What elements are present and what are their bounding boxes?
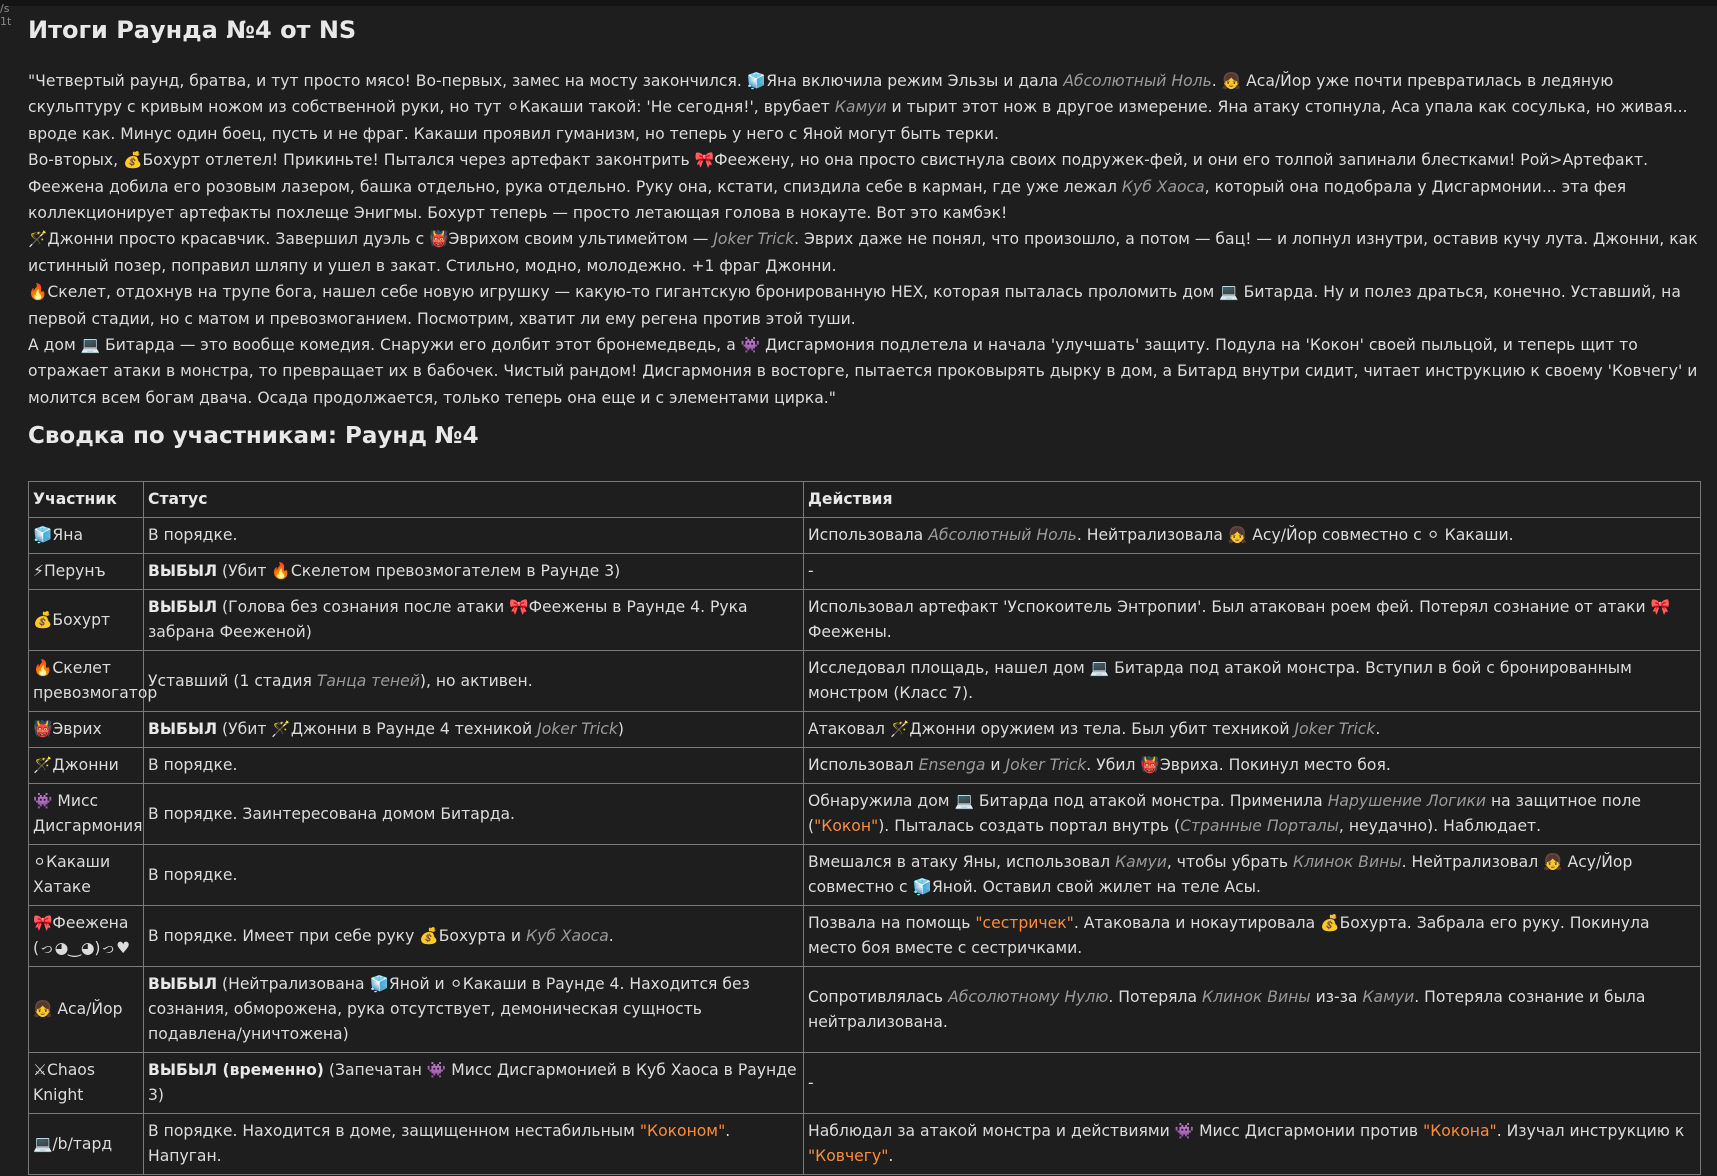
text-segment: 🪄 [271, 720, 291, 739]
text-segment: 🎀 [33, 914, 53, 933]
text-segment: 🔥 [28, 283, 48, 302]
summary-title: Сводка по участникам: Раунд №4 [28, 423, 479, 450]
text-segment: 👧 [1227, 526, 1248, 545]
text-segment: 💻 [1089, 659, 1110, 678]
text-segment: ⚪ [33, 853, 47, 872]
text-segment: 🪄 [28, 230, 48, 249]
text-segment: 🔥 [33, 659, 53, 678]
text-segment: В порядке. [148, 526, 238, 545]
actions-cell [804, 906, 1701, 967]
text-segment: ). Пыталась создать портал внутрь ( [878, 817, 1181, 836]
text-segment: ⚪ [449, 975, 463, 994]
text-segment: Яной. Оставил свой жилет на теле Асы. [931, 878, 1261, 897]
italic-term: Нарушение Логики [1327, 792, 1487, 811]
text-segment: Вмешался в атаку Яны, использовал [808, 853, 1116, 872]
table-row [29, 1114, 1701, 1175]
highlight-term: "Ковчегу" [808, 1147, 889, 1166]
text-segment: Использовал артефакт 'Успокоитель Энтропии'. Был атакован роем фей. Потерял сознание от атаки [808, 598, 1651, 617]
text-segment: Скелет превозмогатор [33, 659, 158, 703]
text-segment: 👾 [426, 1061, 447, 1080]
participant-cell [29, 1053, 144, 1114]
text-segment: Феежену, но она просто свистнула своих подружек-фей, и они его толпой запинали блестками! Рой>Артефакт. Феежена добила его розовым лазером, башка отдельно, рука отдельно. Руку она, кстати, спиздила себе в карман, где уже лежал [28, 151, 1649, 196]
text-segment: В порядке. [148, 865, 238, 884]
text-segment: 🧊 [746, 72, 767, 90]
text-segment: 🪄 [889, 720, 910, 739]
text-segment: Chaos Knight [33, 1061, 95, 1105]
italic-term: Куб Хаоса [526, 926, 609, 945]
italic-term: Абсолютный Ноль [1063, 72, 1212, 90]
actions-cell [804, 1053, 1701, 1114]
text-segment: Скелетом превозмогателем в Раунде 3) [290, 562, 621, 581]
actions-cell [804, 1114, 1701, 1175]
text-segment: 💰 [1320, 914, 1340, 933]
italic-term: Joker Trick [537, 720, 618, 739]
status-label: ВЫБЫЛ [148, 720, 218, 739]
status-cell [144, 845, 804, 906]
participant-cell [29, 651, 158, 712]
text-segment: (Голова без сознания после атаки [217, 598, 510, 617]
line-gutter [0, 2, 20, 28]
table-row [29, 906, 1701, 967]
text-segment: . Атаковала и нокаутировала [1073, 914, 1321, 933]
participant-cell [29, 784, 144, 845]
italic-term: Клинок Вины [1293, 853, 1402, 872]
text-segment: Асу/Йор совместно с [1247, 526, 1427, 545]
text-segment: 👾 [33, 792, 53, 811]
text-segment: ) [617, 720, 624, 739]
italic-term: Joker Trick [1294, 720, 1376, 739]
actions-cell [804, 651, 1701, 712]
text-segment: 🔥 [271, 562, 291, 581]
text-segment: Аса/Йор уже почти превратилась в ледяную скульптуру с кривым ножом из собственной руки, но тут [28, 72, 1614, 117]
text-segment: Феежены в Раунде 4. Рука забрана Фееженой) [148, 598, 748, 642]
text-segment: (Запечатан [323, 1061, 427, 1080]
text-segment: 👹 [33, 720, 53, 739]
italic-term: Абсолютный Ноль [928, 526, 1077, 545]
text-segment: 💰 [123, 151, 143, 170]
window-top-bar [0, 0, 1717, 6]
actions-cell [804, 784, 1701, 845]
round-story [28, 68, 1700, 411]
participant-cell [29, 967, 144, 1053]
text-segment: . [608, 926, 614, 945]
status-label: ВЫБЫЛ (временно) [148, 1061, 324, 1080]
text-segment: Яной и [388, 975, 450, 994]
text-segment: (Убит [217, 562, 272, 581]
actions-cell [804, 845, 1701, 906]
participant-cell [29, 590, 144, 651]
text-segment: из-за [1310, 987, 1363, 1006]
text-segment: В порядке. Находится в доме, защищенном нестабильным [148, 1122, 640, 1141]
text-segment: 🪄 [33, 756, 53, 775]
text-segment: Перунъ [43, 562, 106, 581]
text-segment: Атаковал [808, 720, 890, 739]
text-segment: 🎀 [1650, 598, 1670, 617]
text-segment: /b/тард [52, 1134, 113, 1153]
highlight-term: "Кокон" [814, 817, 879, 836]
italic-term: Камуи [1362, 987, 1415, 1006]
text-segment: 👹 [429, 230, 449, 249]
story-paragraph [28, 147, 1700, 226]
text-segment: 💰 [419, 926, 439, 945]
text-segment: на защитное поле ( [808, 792, 1642, 836]
text-segment: , чтобы убрать [1166, 853, 1294, 872]
text-segment: 💻 [33, 1134, 53, 1153]
text-segment: 👧 [33, 1000, 53, 1019]
text-segment: Мисс Дисгармония [33, 792, 143, 836]
table-row [29, 554, 1701, 590]
italic-term: Ensenga [918, 756, 986, 775]
text-segment: и [985, 756, 1006, 775]
text-segment: Феежена (っ◕‿◕)っ♥ [33, 914, 131, 958]
table-row [29, 748, 1701, 784]
text-segment: . Эврих даже не понял, что произошло, а потом — бац! — и лопнул изнутри, оставив кучу лута. Джонни, как истинный позер, поправил шляпу и ушел в закат. Стильно, модно, молодежно. +1 фраг Джонни. [28, 230, 1698, 275]
text-segment: 💻 [80, 336, 101, 355]
text-segment: ⚪ [506, 98, 520, 117]
text-segment: Битарда. Ну и полез драться, конечно. Уставший, на первой стадии, но с матом и превозмоганием. Посмотрим, хватит ли ему регена против этой туши. [28, 283, 1681, 328]
text-segment: Использовал [808, 756, 919, 775]
status-cell [144, 590, 804, 651]
text-segment: Битарда — это вообще комедия. Снаружи его долбит этот бронемедведь, а [100, 336, 741, 355]
text-segment: Во-вторых, [28, 151, 124, 170]
participant-cell [29, 554, 144, 590]
status-cell [144, 748, 804, 784]
text-segment: - [808, 1073, 814, 1092]
text-segment: Использовала [808, 526, 929, 545]
text-segment: Асу/Йор совместно с [808, 853, 1633, 897]
actions-cell [804, 590, 1701, 651]
text-segment: Эвриха. Покинул место боя. [1159, 756, 1391, 775]
actions-cell [804, 554, 1701, 590]
table-body [29, 518, 1701, 1175]
table-row [29, 845, 1701, 906]
participant-cell [29, 712, 144, 748]
actions-cell [804, 748, 1701, 784]
text-segment: Обнаружила дом [808, 792, 955, 811]
text-segment: А дом [28, 336, 81, 355]
text-segment: В порядке. [148, 756, 238, 775]
gutter-label: /s [0, 2, 10, 15]
text-segment: Мисс Дисгармонии против [1194, 1122, 1424, 1141]
column-header-participant: Участник [29, 482, 144, 518]
table-row [29, 651, 1701, 712]
text-segment: 👧 [1543, 853, 1563, 872]
text-segment: 💻 [1219, 283, 1239, 302]
text-segment: ), но активен. [419, 671, 533, 690]
text-segment: 🎀 [694, 151, 715, 170]
text-segment: В порядке. Заинтересована домом Битарда. [148, 804, 516, 823]
story-paragraph [28, 332, 1700, 411]
text-segment: 🧊 [33, 526, 53, 545]
text-segment: . Нейтрализовала [1076, 526, 1228, 545]
text-segment: ⚡ [33, 562, 44, 581]
text-segment: . Потеряла [1108, 987, 1202, 1006]
text-segment: ⚪ [1426, 526, 1440, 545]
status-cell [144, 784, 804, 845]
text-segment: 🧊 [369, 975, 389, 994]
text-segment: . Потеряла сознание и была нейтрализована. [808, 987, 1646, 1031]
text-segment: и тырит этот нож в другое измерение. Яна атаку стопнула, Аса упала как сосулька, но живая... вроде как. Минус один боец, пусть и не фраг. Какаши проявил гуманизм, но теперь у него с Яной могут быть терки. [28, 98, 1688, 143]
status-cell [144, 1053, 804, 1114]
text-segment: . Напуган. [148, 1122, 731, 1166]
actions-cell [804, 967, 1701, 1053]
text-segment: , неудачно). Наблюдает. [1338, 817, 1542, 836]
text-segment: . Убил [1086, 756, 1141, 775]
text-segment: Какаши такой: 'Не сегодня!', врубает [519, 98, 835, 117]
text-segment: Исследовал площадь, нашел дом [808, 659, 1090, 678]
text-segment: Бохурта. Забрала его руку. Покинула место боя вместе с сестричками. [808, 914, 1650, 958]
gutter-label: 1t [0, 15, 12, 28]
italic-term: Камуи [1115, 853, 1167, 872]
status-cell [144, 967, 804, 1053]
italic-term: Клинок Вины [1202, 987, 1311, 1006]
text-segment: Яна [52, 526, 84, 545]
text-segment: Бохурта и [438, 926, 526, 945]
italic-term: Камуи [834, 98, 887, 117]
text-segment: Битарда под атакой монстра. Вступил в бой с бронированным монстром (Класс 7). [808, 659, 1632, 703]
actions-cell [804, 518, 1701, 554]
text-segment: Эврих [52, 720, 102, 739]
status-cell [144, 554, 804, 590]
text-segment: 👾 [1174, 1122, 1195, 1141]
text-segment: Джонни оружием из тела. Был убит техникой [909, 720, 1295, 739]
text-segment: 💻 [954, 792, 974, 811]
highlight-term: "Коконом" [639, 1122, 726, 1141]
status-cell [144, 712, 804, 748]
text-segment: Скелет, отдохнув на трупе бога, нашел себе новую игрушку — какую-то гигантскую бронированную HEX, которая пыталась проломить дом [47, 283, 1220, 302]
text-segment: Мисс Дисгармонией в Куб Хаоса в Раунде 3) [148, 1061, 797, 1105]
table-header-row [29, 482, 1701, 518]
italic-term: Куб Хаоса [1121, 177, 1205, 196]
column-header-status: Статус [144, 482, 804, 518]
text-segment: . [1375, 720, 1381, 739]
text-segment: Какаши. [1439, 526, 1514, 545]
text-segment: Позвала на помощь [808, 914, 976, 933]
text-segment: Феежены. [808, 623, 892, 642]
message-content [28, 8, 1700, 1175]
highlight-term: "Кокона" [1423, 1122, 1497, 1141]
text-segment: 👧 [1221, 72, 1242, 90]
status-label: ВЫБЫЛ [148, 975, 218, 994]
table-row [29, 712, 1701, 748]
table-row [29, 590, 1701, 651]
actions-cell [804, 712, 1701, 748]
text-segment: (Нейтрализована [217, 975, 370, 994]
participant-cell [29, 748, 144, 784]
text-segment: Какаши Хатаке [33, 853, 111, 897]
text-segment: . Нейтрализовал [1401, 853, 1544, 872]
text-segment: Бохурт отлетел! Прикиньте! Пытался через артефакт законтрить [142, 151, 695, 170]
text-segment: . [888, 1147, 894, 1166]
text-segment: Джонни [52, 756, 119, 775]
participant-cell [29, 906, 144, 967]
italic-term: Танца теней [316, 671, 420, 690]
participant-cell [29, 518, 144, 554]
story-paragraph [28, 279, 1700, 332]
text-segment: Бохурт [52, 610, 111, 629]
text-segment: Джонни просто красавчик. Завершил дуэль с [47, 230, 430, 249]
text-segment: 👾 [740, 336, 761, 355]
text-segment: (Убит [217, 720, 272, 739]
italic-term: Абсолютному Нулю [948, 987, 1109, 1006]
status-cell [144, 651, 804, 712]
table-row [29, 1053, 1701, 1114]
page-title: Итоги Раунда №4 от NS [28, 16, 357, 44]
text-segment: Уставший (1 стадия [148, 671, 317, 690]
status-cell [144, 518, 804, 554]
column-header-actions: Действия [804, 482, 1701, 518]
text-segment: Какаши в Раунде 4. Находится без сознания, обморожена, рука отсутствует, демоническая сущность подавлена/уничтожена) [148, 975, 750, 1044]
text-segment: Яна включила режим Эльзы и дала [766, 72, 1064, 90]
text-segment: Джонни в Раунде 4 техникой [290, 720, 538, 739]
text-segment: Битарда под атакой монстра. Применила [973, 792, 1328, 811]
text-segment: Сопротивлялась [808, 987, 949, 1006]
italic-term: Joker Trick [713, 230, 795, 249]
italic-term: Странные Порталы [1180, 817, 1339, 836]
status-cell [144, 1114, 804, 1175]
text-segment: . [1211, 72, 1222, 90]
text-segment: Наблюдал за атакой монстра и действиями [808, 1122, 1175, 1141]
text-segment: , который она подобрала у Дисгармонии... эта фея коллекционирует артефакты похлеще Энигмы. Бохурт теперь — просто летающая голова в нокауте. Вот это камбэк! [28, 177, 1627, 223]
text-segment: . Изучал инструкцию к [1496, 1122, 1685, 1141]
participant-cell [29, 1114, 144, 1175]
text-segment: 🧊 [912, 878, 932, 897]
participants-table [28, 481, 1701, 1175]
table-row [29, 967, 1701, 1053]
story-paragraph [28, 68, 1700, 147]
status-label: ВЫБЫЛ [148, 562, 218, 581]
text-segment: - [808, 562, 814, 581]
text-segment: 🎀 [509, 598, 529, 617]
table-row [29, 518, 1701, 554]
italic-term: Joker Trick [1005, 756, 1087, 775]
text-segment: Аса/Йор [52, 1000, 123, 1019]
text-segment: Эврихом своим ультимейтом — [448, 230, 714, 249]
text-segment: Дисгармония подлетела и начала 'улучшать' защиту. Подула на 'Кокон' своей пыльцой, и теперь щит то отражает атаки в монстра, то превращает их в бабочек. Чистый рандом! Дисгармония в восторге, пытается проковырять дырку в дом, а Битард внутри сидит, читает инструкцию к своему 'Ковчегу' и молится всем богам двача. Осада продолжается, только теперь она еще и с элементами цирка." [28, 336, 1698, 407]
participant-cell [29, 845, 144, 906]
table-row [29, 784, 1701, 845]
story-paragraph [28, 226, 1700, 279]
text-segment: 💰 [33, 610, 53, 629]
text-segment: "Четвертый раунд, братва, и тут просто мясо! Во-первых, замес на мосту закончился. [28, 72, 747, 90]
highlight-term: "сестричек" [975, 914, 1074, 933]
text-segment: 👹 [1140, 756, 1160, 775]
text-segment: ⚔ [33, 1061, 47, 1080]
text-segment: В порядке. Имеет при себе руку [148, 926, 420, 945]
status-cell [144, 906, 804, 967]
status-label: ВЫБЫЛ [148, 598, 218, 617]
